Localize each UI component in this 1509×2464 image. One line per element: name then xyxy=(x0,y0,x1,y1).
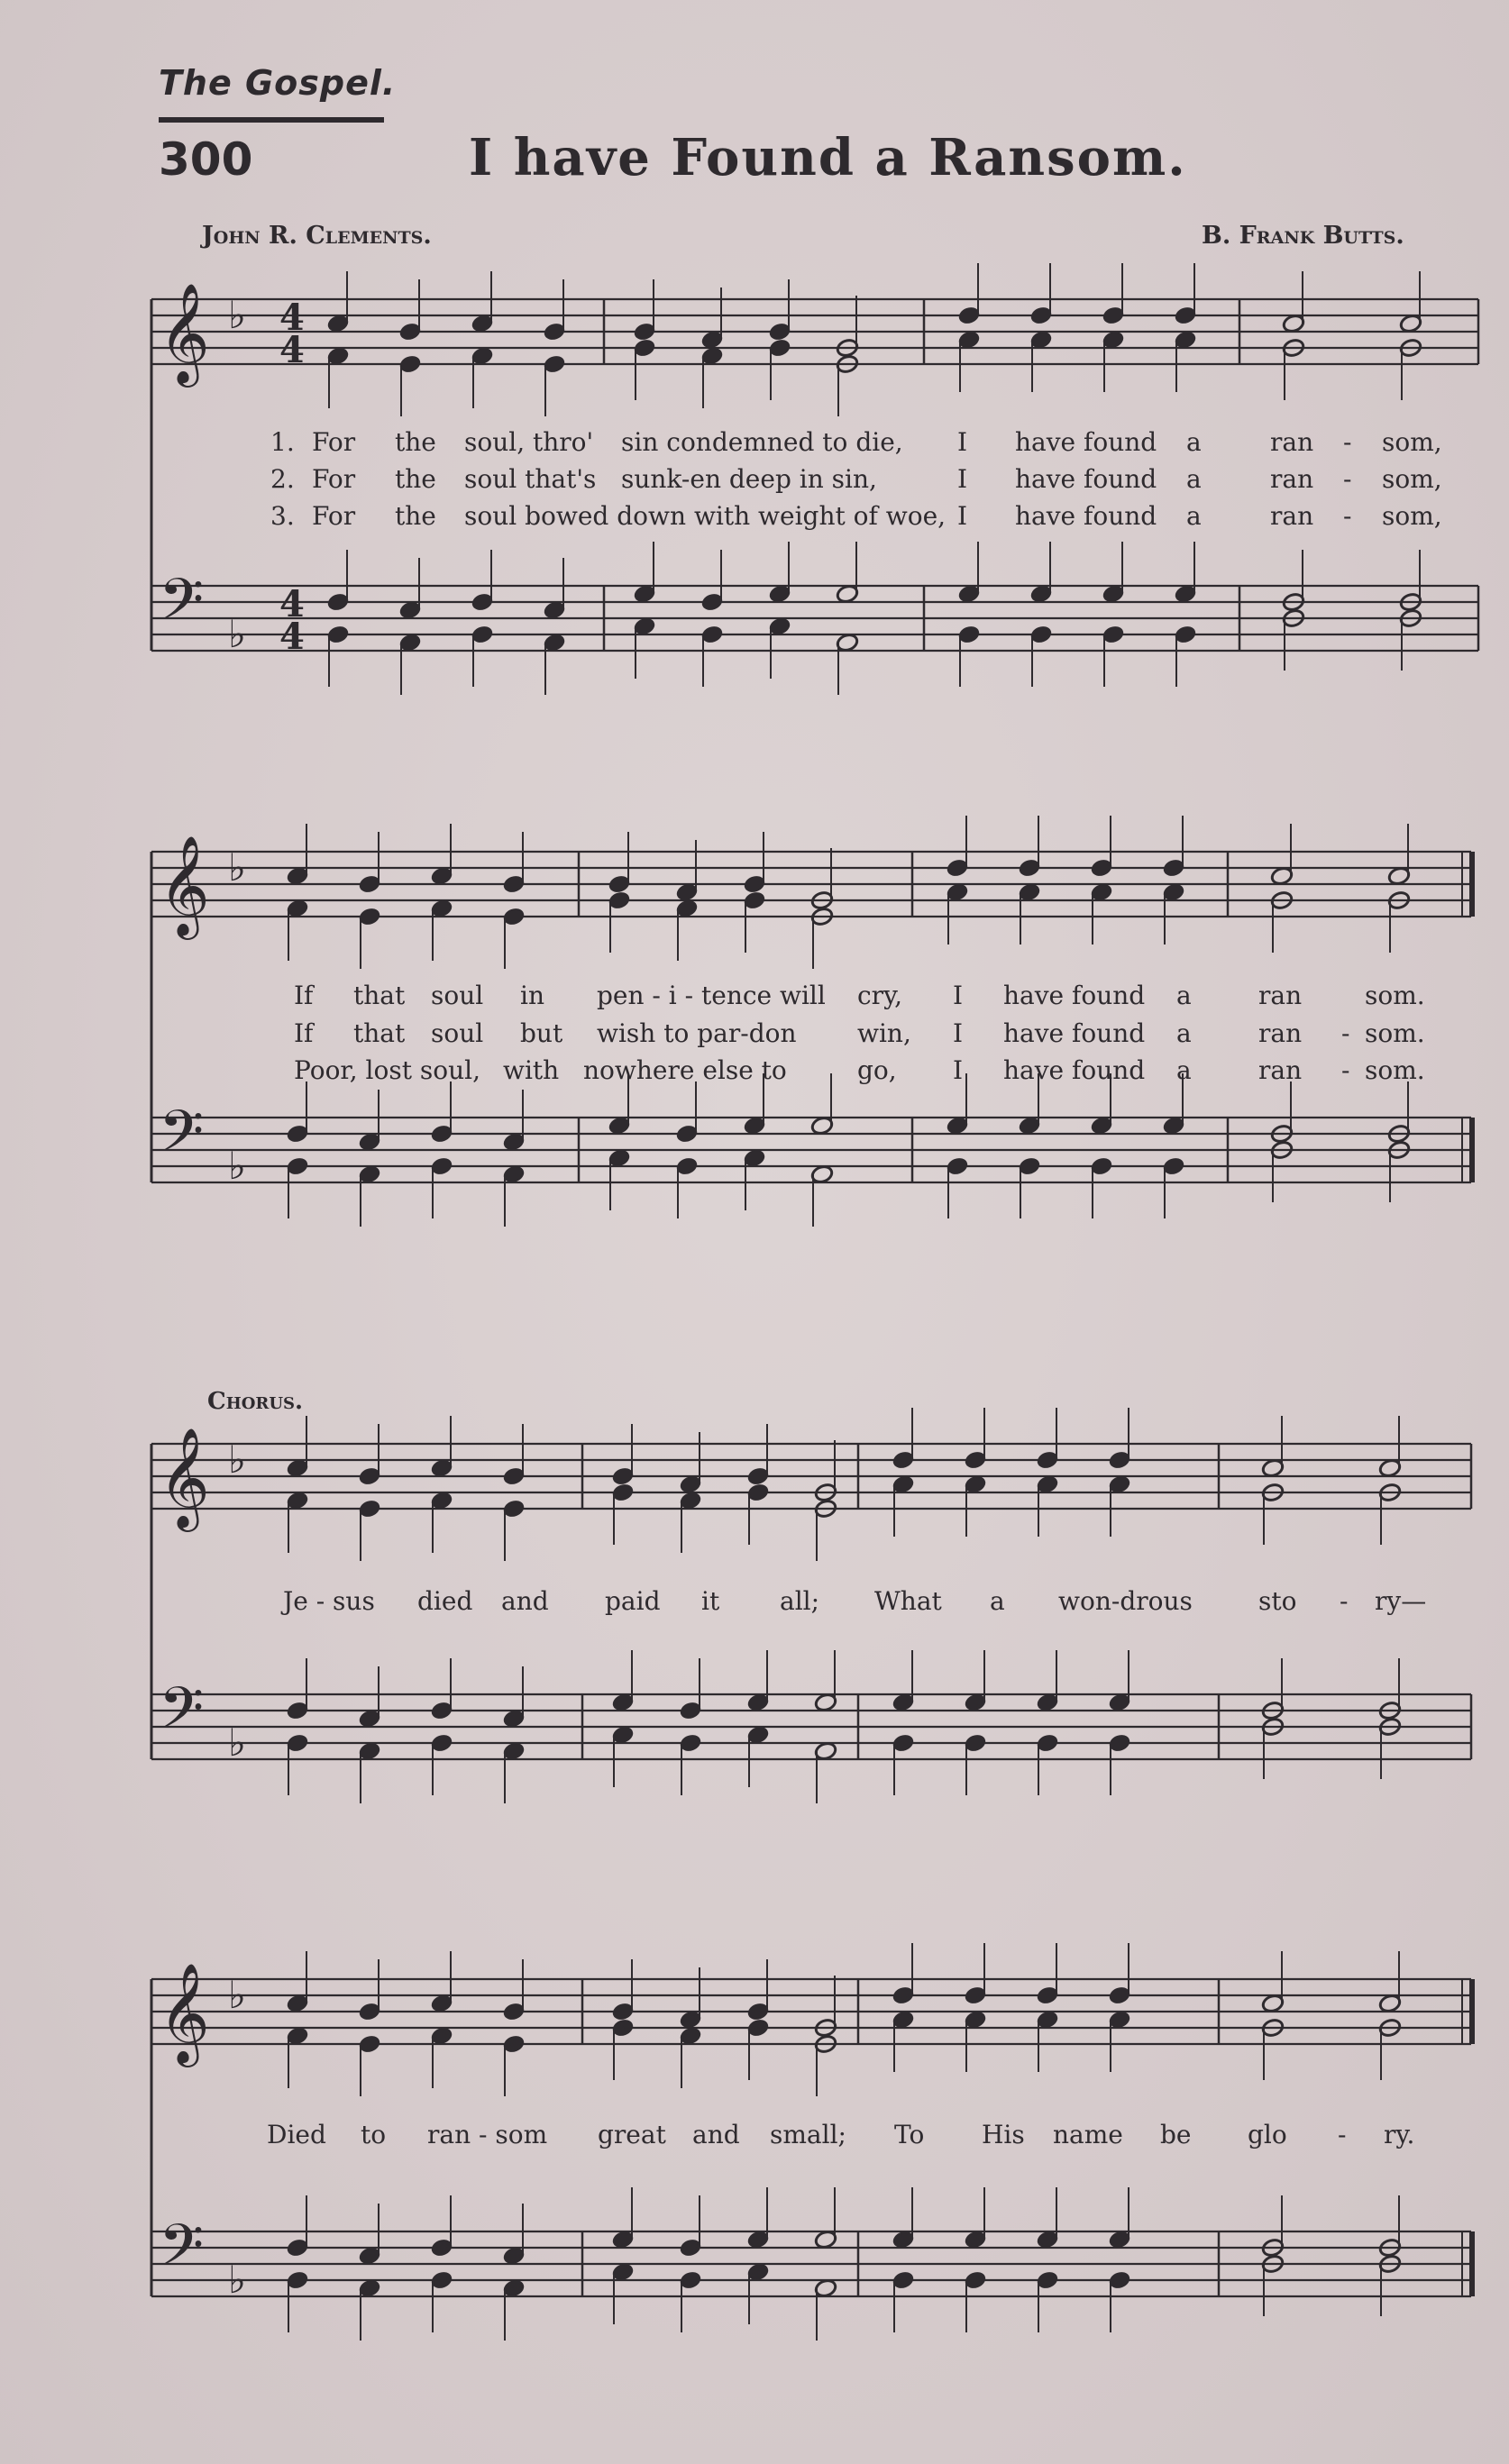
verse-line1-word: - xyxy=(1343,427,1352,457)
verse-line2-word: Poor, lost soul, xyxy=(294,1055,480,1085)
time-signature-top: 4 xyxy=(279,583,305,625)
chorus-line1-word: Je - sus xyxy=(283,1586,375,1616)
treble-clef-icon: 𝄞 xyxy=(159,282,210,383)
chorus-line1-word: ry— xyxy=(1375,1586,1427,1616)
flat-icon: ♭ xyxy=(228,1437,246,1482)
verse-line1-word: ran xyxy=(1270,427,1314,457)
final-barline xyxy=(1469,1979,1475,2044)
chorus-line2-word: ry. xyxy=(1384,2120,1415,2149)
verse-line1-word: sin condemned to die, xyxy=(621,427,903,457)
chorus-line1-word: all; xyxy=(780,1586,820,1616)
bass-clef-icon: 𝄢 xyxy=(159,1675,205,1757)
verse-line2-word: - xyxy=(1341,1018,1350,1048)
final-barline xyxy=(1469,2231,1475,2296)
verse-line2-word: that xyxy=(353,981,406,1010)
verse-line1-word: som, xyxy=(1382,501,1442,531)
author-credit: John R. Clements. xyxy=(202,222,432,250)
verse-line1-word: som, xyxy=(1382,427,1442,457)
bass-clef-icon: 𝄢 xyxy=(159,2213,205,2294)
composer-credit: B. Frank Butts. xyxy=(1202,222,1404,250)
bass-clef-icon: 𝄢 xyxy=(159,567,205,648)
chorus-line1-word: - xyxy=(1340,1586,1349,1616)
verse-line2-word: that xyxy=(353,1018,406,1048)
verse-line1-word: - xyxy=(1343,464,1352,494)
chorus-line2-word: His xyxy=(982,2120,1025,2149)
verse-line2-word: have found xyxy=(1003,1055,1146,1085)
chorus-line2-word: To xyxy=(894,2120,925,2149)
verse-line2-word: soul xyxy=(431,1018,484,1048)
chorus-line2-word: Died xyxy=(267,2120,326,2149)
verse-number: 1. xyxy=(270,427,295,457)
chorus-line2-word: small; xyxy=(770,2120,846,2149)
verse-line2-word: soul xyxy=(431,981,484,1010)
verse-line1-word: the xyxy=(395,464,436,494)
verse-line1-word: the xyxy=(395,427,436,457)
verse-line1-word: have found xyxy=(1015,464,1157,494)
time-signature-bottom: 4 xyxy=(279,616,305,658)
flat-icon: ♭ xyxy=(228,1973,246,2017)
hymn-number: 300 xyxy=(159,133,253,186)
bass-clef-icon: 𝄢 xyxy=(159,1099,205,1180)
verse-line1-word: soul, thro' xyxy=(464,427,594,457)
verse-number: 3. xyxy=(270,501,295,531)
verse-line1-word: a xyxy=(1186,501,1202,531)
verse-line2-word: cry, xyxy=(857,981,903,1010)
chorus-line2-word: name xyxy=(1053,2120,1123,2149)
treble-clef-icon: 𝄞 xyxy=(159,835,210,935)
verse-line2-word: If xyxy=(294,1018,314,1048)
section-title: The Gospel. xyxy=(159,63,397,103)
time-signature-bottom: 4 xyxy=(279,329,305,371)
flat-icon: ♭ xyxy=(228,612,246,656)
chorus-line2-word: be xyxy=(1160,2120,1192,2149)
flat-icon: ♭ xyxy=(228,845,246,890)
verse-line2-word: som. xyxy=(1365,1055,1425,1085)
final-barline xyxy=(1469,852,1475,917)
chorus-line2-word: ran - som xyxy=(427,2120,548,2149)
verse-line2-word: ran xyxy=(1258,1055,1303,1085)
verse-line1-word: ran xyxy=(1270,501,1314,531)
chorus-line1-word: it xyxy=(701,1586,720,1616)
chorus-line1-word: a xyxy=(990,1586,1005,1616)
verse-line1-word: ran xyxy=(1270,464,1314,494)
verse-line2-word: a xyxy=(1176,1018,1192,1048)
verse-line1-word: som, xyxy=(1382,464,1442,494)
verse-line2-word: in xyxy=(520,981,544,1010)
chorus-line2-word: and xyxy=(692,2120,740,2149)
flat-icon: ♭ xyxy=(228,1144,246,1188)
verse-line1-word: I xyxy=(957,427,968,457)
chorus-line2-word: - xyxy=(1338,2120,1347,2149)
chorus-line1-word: What xyxy=(874,1586,942,1616)
verse-line1-word: sunk-en deep in sin, xyxy=(621,464,877,494)
chorus-line2-word: glo xyxy=(1248,2120,1287,2149)
verse-line1-word: the xyxy=(395,501,436,531)
verse-line1-word: have found xyxy=(1015,427,1157,457)
verse-line2-word: a xyxy=(1176,981,1192,1010)
verse-line2-word: nowhere else to xyxy=(583,1055,787,1085)
flat-icon: ♭ xyxy=(228,1720,246,1765)
verse-line2-word: I xyxy=(953,981,964,1010)
chorus-line1-word: won-drous xyxy=(1058,1586,1193,1616)
verse-line2-word: go, xyxy=(857,1055,897,1085)
verse-line1-word: For xyxy=(312,464,356,494)
chorus-line1-word: paid xyxy=(605,1586,661,1616)
verse-line1-word: a xyxy=(1186,427,1202,457)
flat-icon: ♭ xyxy=(228,293,246,337)
verse-line2-word: If xyxy=(294,981,314,1010)
verse-line2-word: ran xyxy=(1258,1018,1303,1048)
chorus-line2-word: to xyxy=(361,2120,387,2149)
verse-line2-word: have found xyxy=(1003,1018,1146,1048)
verse-number: 2. xyxy=(270,464,295,494)
verse-line1-word: I xyxy=(957,464,968,494)
chorus-line1-word: and xyxy=(501,1586,549,1616)
verse-line1-word: soul bowed down with weight of woe, xyxy=(464,501,947,531)
final-barline xyxy=(1469,1118,1475,1182)
verse-line2-word: but xyxy=(520,1018,563,1048)
treble-clef-icon: 𝄞 xyxy=(159,1427,210,1528)
treble-clef-icon: 𝄞 xyxy=(159,1962,210,2063)
verse-line1-word: For xyxy=(312,501,356,531)
chorus-label: Chorus. xyxy=(207,1388,304,1415)
verse-line1-word: For xyxy=(312,427,356,457)
verse-line2-word: have found xyxy=(1003,981,1146,1010)
verse-line2-word: - xyxy=(1341,1055,1350,1085)
verse-line2-word: pen - i - tence will xyxy=(597,981,826,1010)
verse-line2-word: win, xyxy=(857,1018,911,1048)
verse-line1-word: I xyxy=(957,501,968,531)
verse-line1-word: - xyxy=(1343,501,1352,531)
verse-line2-word: som. xyxy=(1365,1018,1425,1048)
chorus-line2-word: great xyxy=(598,2120,666,2149)
chorus-line1-word: died xyxy=(417,1586,473,1616)
verse-line1-word: have found xyxy=(1015,501,1157,531)
hymn-title: I have Found a Ransom. xyxy=(469,128,1187,187)
chorus-line1-word: sto xyxy=(1258,1586,1297,1616)
verse-line2-word: som. xyxy=(1365,981,1425,1010)
verse-line2-word: a xyxy=(1176,1055,1192,1085)
verse-line2-word: I xyxy=(953,1055,964,1085)
verse-line1-word: soul that's xyxy=(464,464,597,494)
verse-line2-word: with xyxy=(503,1055,560,1085)
verse-line2-word: wish to par-don xyxy=(597,1018,797,1048)
verse-line2-word: I xyxy=(953,1018,964,1048)
verse-line1-word: a xyxy=(1186,464,1202,494)
verse-line2-word: ran xyxy=(1258,981,1303,1010)
flat-icon: ♭ xyxy=(228,2258,246,2302)
time-signature-top: 4 xyxy=(279,297,305,339)
